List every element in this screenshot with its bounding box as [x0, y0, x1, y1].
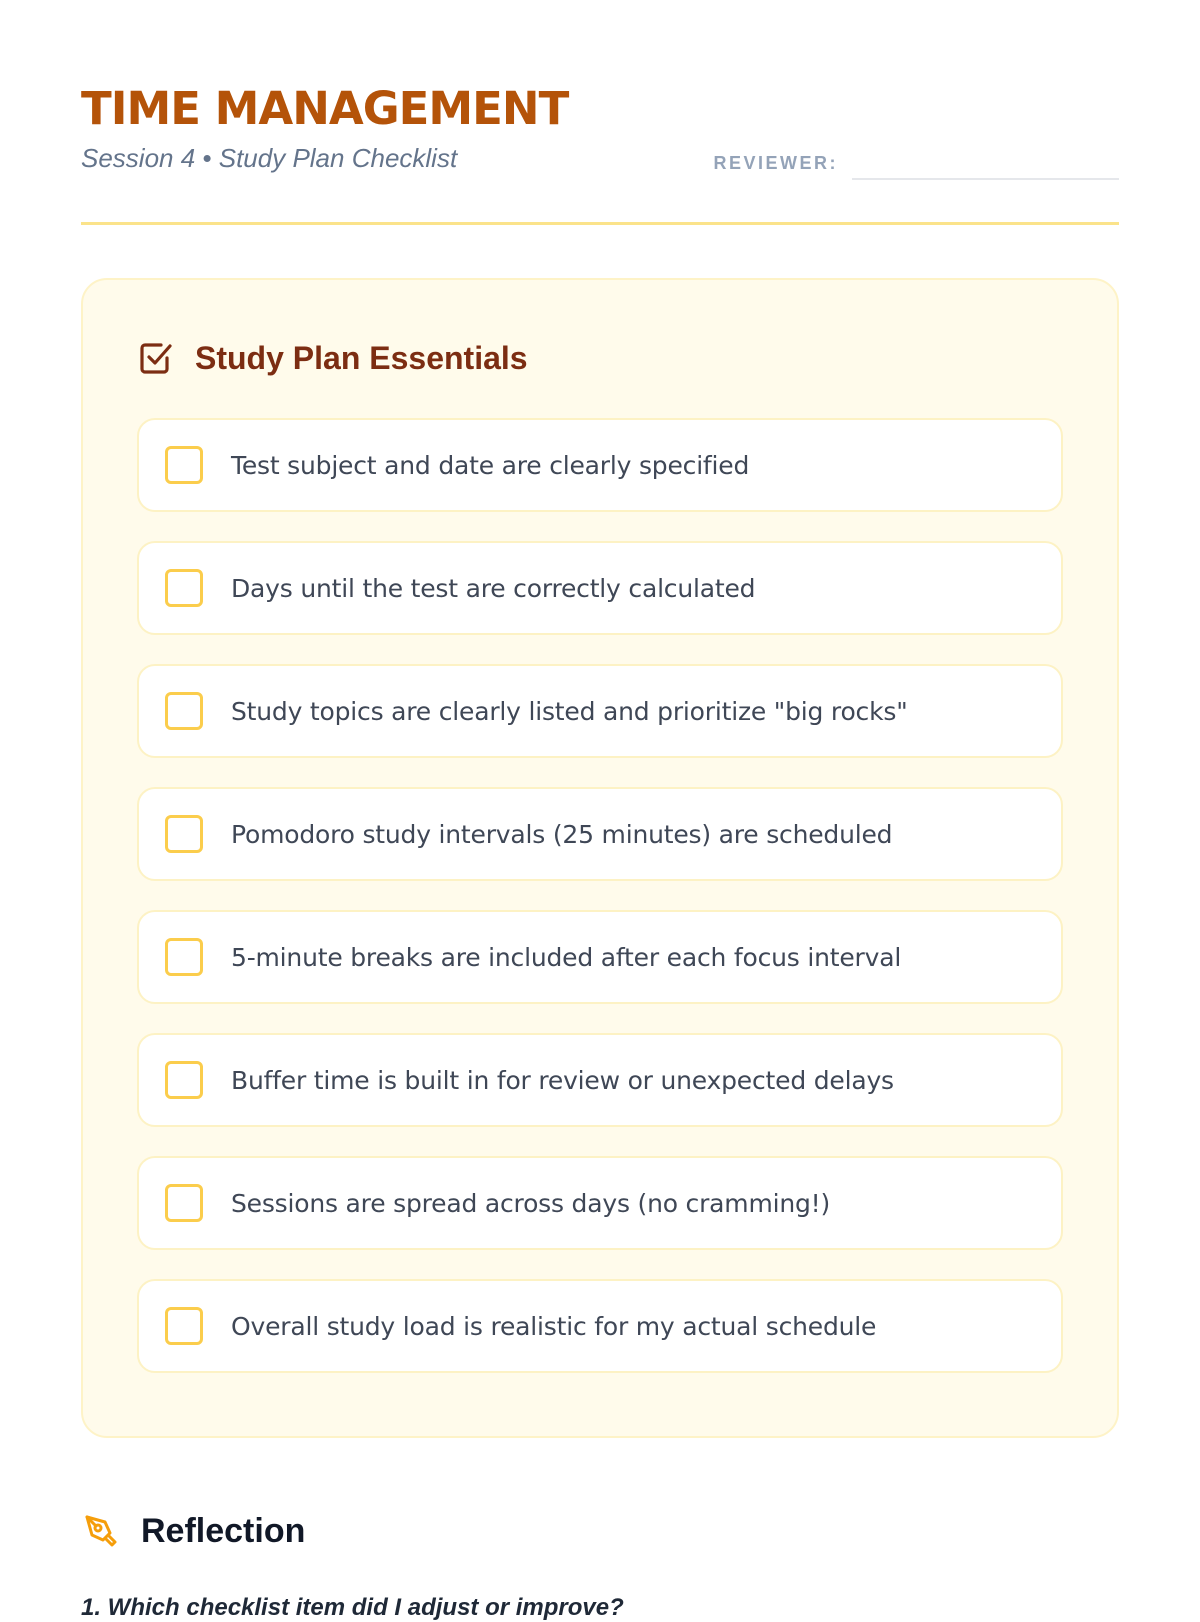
checklist-item-label: Pomodoro study intervals (25 minutes) are scheduled [231, 819, 893, 849]
checklist-item[interactable] [137, 418, 1063, 512]
checklist-header [137, 336, 1063, 380]
checklist-item[interactable] [137, 664, 1063, 758]
checklist-item[interactable] [137, 910, 1063, 1004]
checklist-item-label: Buffer time is built in for review or unexpected delays [231, 1065, 894, 1095]
checklist-item-label: Sessions are spread across days (no cramming!) [231, 1188, 831, 1218]
checklist-item-label: Test subject and date are clearly specified [231, 450, 750, 480]
reflection-section [81, 1508, 1119, 1622]
checklist-checkbox[interactable] [165, 569, 203, 607]
reflection-title: Reflection [141, 1511, 306, 1550]
checklist-checkbox[interactable] [165, 815, 203, 853]
checklist-item-label: Study topics are clearly listed and prioritize "big rocks" [231, 696, 908, 726]
checklist-checkbox[interactable] [165, 1061, 203, 1099]
page-subtitle: Session 4 • Study Plan Checklist [81, 143, 458, 173]
checklist-checkbox[interactable] [165, 692, 203, 730]
checklist-checkbox[interactable] [165, 1307, 203, 1345]
checklist-item[interactable] [137, 1033, 1063, 1127]
checklist-item[interactable] [137, 541, 1063, 635]
page-title: TIME MANAGEMENT [81, 82, 569, 135]
reviewer-label: REVIEWER: [713, 153, 838, 173]
checklist-checkbox[interactable] [165, 1184, 203, 1222]
checklist-title: Study Plan Essentials [195, 339, 528, 376]
checklist-checkbox[interactable] [165, 938, 203, 976]
reviewer-field [713, 146, 1119, 180]
reviewer-input-line[interactable] [852, 148, 1119, 180]
checklist-item[interactable] [137, 1156, 1063, 1250]
checklist-items [137, 418, 1063, 1373]
checklist-item-label: Days until the test are correctly calculated [231, 573, 756, 603]
checklist-item[interactable] [137, 1279, 1063, 1373]
checkbox-icon [137, 339, 175, 377]
reflection-question: 1. Which checklist item did I adjust or improve? [81, 1594, 624, 1621]
checklist-item-label: Overall study load is realistic for my actual schedule [231, 1311, 877, 1341]
checklist-checkbox[interactable] [165, 446, 203, 484]
checklist-item-label: 5-minute breaks are included after each focus interval [231, 942, 902, 972]
reflection-header [81, 1508, 1119, 1554]
checklist-item[interactable] [137, 787, 1063, 881]
page-header [81, 0, 1119, 225]
checklist-card [81, 278, 1119, 1438]
pen-tool-icon [81, 1511, 121, 1551]
